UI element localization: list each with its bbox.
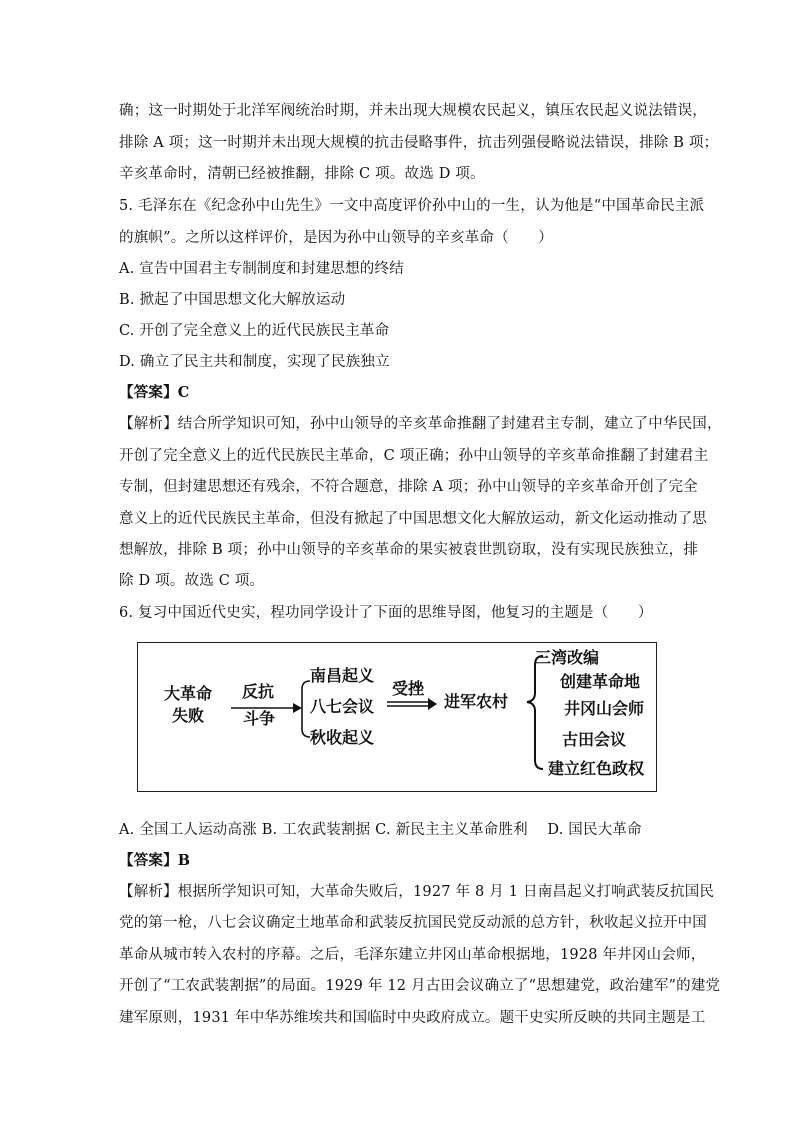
q6-analysis-line-2: 党的第一枪，八七会议确定土地革命和武装反抗国民党反动派的总方针，秋收起义拉开中国 (119, 915, 707, 931)
arrow-head-2 (428, 698, 437, 710)
outcome-jinggangshan: 井冈山会师 (564, 699, 645, 718)
q6-analysis-line-1: 【解析】根据所学知识可知，大革命失败后，1927 年 8 月 1 日南昌起义打响武装反抗国民 (119, 884, 715, 900)
q6-options: A. 全国工人运动高涨 B. 工农武装割据 C. 新民主主义革命胜利 D. 国民大革命 (119, 822, 642, 838)
outcome-sanwan: 三湾改编 (535, 648, 600, 667)
q5-answer-text: 【答案】C (119, 384, 190, 401)
node-middle: 进军农村 (444, 692, 509, 711)
arrow1-label-top: 反抗 (242, 682, 275, 701)
q5-answer (119, 383, 190, 403)
event-qiushou: 秋收起义 (310, 728, 375, 747)
intro-line-3: 辛亥革命时，清朝已经被推翻，排除 C 项。故选 D 项。 (119, 166, 485, 182)
outcome-hongse: 建立红色政权 (548, 759, 645, 778)
outcomes-brace (527, 656, 543, 769)
q5-option-b: B. 掀起了中国思想文化大解放运动 (119, 292, 346, 308)
outcome-gutian: 古田会议 (562, 730, 627, 749)
q5-analysis-line-3: 专制，但封建思想还有残余，不符合题意，排除 A 项；孙中山领导的辛亥革命开创了完全 (119, 479, 698, 495)
q6-stem: 6. 复习中国近代史实，程功同学设计了下面的思维导图，他复习的主题是（ ） (119, 605, 653, 621)
arrow1-label-bottom: 斗争 (243, 709, 276, 728)
q5-analysis-line-2: 开创了完全意义上的近代民族民主革命，C 项正确；孙中山领导的辛亥革命推翻了封建君主 (119, 448, 709, 464)
event-nanchang: 南昌起义 (310, 666, 375, 685)
intro-line-1: 确；这一时期处于北洋军阀统治时期，并未出现大规模农民起义，镇压农民起义说法错误， (119, 103, 707, 119)
mind-map-diagram (137, 642, 657, 792)
q5-option-d: D. 确立了民主共和制度，实现了民族独立 (119, 354, 390, 370)
intro-line-2: 排除 A 项；这一时期并未出现大规模的抗击侵略事件，抗击列强侵略说法错误，排除 B 项； (119, 135, 719, 151)
event-baqi: 八七会议 (310, 697, 375, 716)
q5-option-c: C. 开创了完全意义上的近代民族民主革命 (119, 323, 390, 339)
arrow2-label: 受挫 (392, 679, 425, 698)
q5-stem-line-2: 的旗帜”。之所以这样评价，是因为孙中山领导的辛亥革命（ ） (119, 230, 553, 246)
q5-analysis-line-1: 【解析】结合所学知识可知，孙中山领导的辛亥革命推翻了封建君主专制，建立了中华民国， (119, 416, 722, 432)
q5-option-a: A. 宣告中国君主专制制度和封建思想的终结 (119, 261, 404, 277)
q6-analysis-line-5: 建军原则，1931 年中华苏维埃共和国临时中央政府成立。题干史实所反映的共同主题是工 (119, 1010, 706, 1026)
q5-analysis-line-6: 除 D 项。故选 C 项。 (119, 573, 265, 589)
q5-stem-line-1: 5. 毛泽东在《纪念孙中山先生》一文中高度评价孙中山的一生，认为他是“中国革命民主派 (119, 198, 705, 214)
q6-analysis-line-3: 革命从城市转入农村的序幕。之后，毛泽东建立井冈山革命根据地，1928 年井冈山会师， (119, 947, 706, 963)
outcome-chuangjian: 创建革命地 (560, 672, 641, 691)
arrow-head-1 (293, 703, 302, 713)
node-start-line1: 大革命 (164, 684, 213, 703)
q5-analysis-line-4: 意义上的近代民族民主革命，但没有掀起了中国思想文化大解放运动，新文化运动推动了思 (119, 511, 707, 527)
events-bracket (302, 681, 310, 737)
node-start-line2: 失败 (172, 706, 205, 725)
q5-analysis-line-5: 想解放，排除 B 项；孙中山领导的辛亥革命的果实被袁世凯窃取，没有实现民族独立，排 (119, 542, 699, 558)
q6-answer-text: 【答案】B (119, 852, 191, 869)
q6-answer (119, 851, 190, 871)
q6-analysis-line-4: 开创了“工农武装割据”的局面。1929 年 12 月古田会议确立了“思想建党，政治建军”的建党 (119, 978, 721, 994)
